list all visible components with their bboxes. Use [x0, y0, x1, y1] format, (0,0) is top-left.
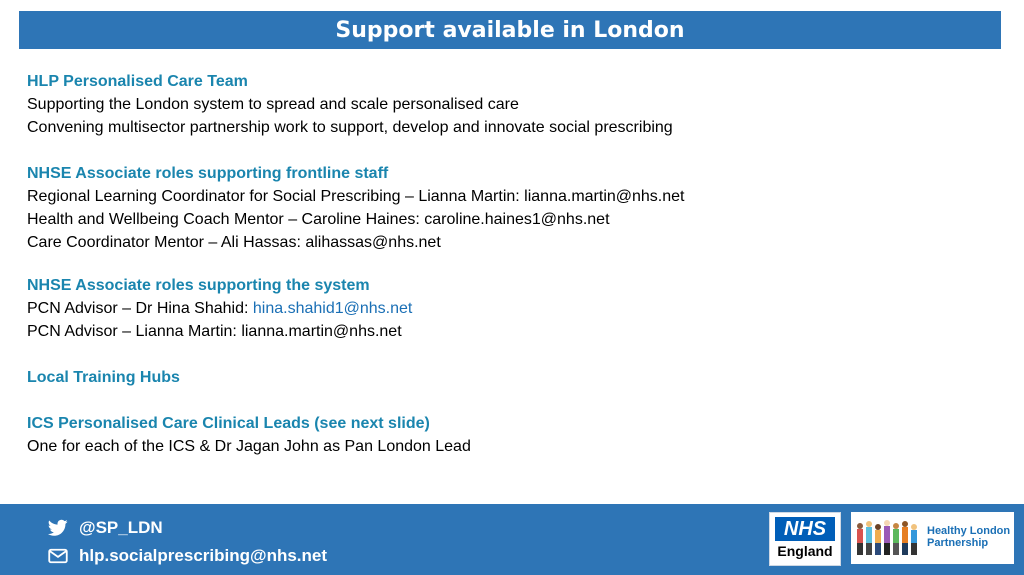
section-heading: NHSE Associate roles supporting frontline staff [27, 165, 389, 182]
content [27, 70, 987, 458]
email-link[interactable]: hina.shahid1@nhs.net [252, 300, 413, 317]
text-line: Care Coordinator Mentor – Ali Hassas: alihassas@nhs.net [27, 234, 441, 251]
nhs-england-logo [769, 512, 841, 566]
nhs-logo-subtitle: England [777, 543, 833, 559]
email-contact[interactable] [48, 546, 327, 566]
text-line: PCN Advisor – Lianna Martin: lianna.martin@nhs.net [27, 323, 402, 340]
text-line [27, 297, 987, 320]
section-clinical-leads [27, 412, 987, 458]
section-heading: NHSE Associate roles supporting the system [27, 277, 370, 294]
nhs-logo-mark: NHS [775, 517, 835, 541]
text-line: One for each of the ICS & Dr Jagan John as Pan London Lead [27, 438, 471, 455]
section-training-hubs [27, 366, 987, 389]
email-address: hlp.socialprescribing@nhs.net [79, 546, 328, 565]
twitter-handle: @SP_LDN [79, 518, 163, 537]
page-title: Support available in London [335, 17, 685, 43]
text-prefix: PCN Advisor – Dr Hina Shahid: [27, 300, 253, 317]
twitter-contact[interactable] [48, 518, 163, 538]
section-system-support [27, 274, 987, 343]
text-line: Convening multisector partnership work to support, develop and innovate social prescribing [27, 119, 673, 136]
section-heading: ICS Personalised Care Clinical Leads (see next slide) [27, 415, 430, 432]
people-illustration-icon [851, 512, 923, 564]
healthy-london-partnership-logo [851, 512, 1014, 564]
twitter-icon [48, 519, 68, 537]
section-heading: Local Training Hubs [27, 369, 180, 386]
title-bar [19, 11, 1001, 49]
text-line: Supporting the London system to spread and scale personalised care [27, 96, 519, 113]
section-hlp-team [27, 70, 987, 139]
text-line: Health and Wellbeing Coach Mentor – Caroline Haines: caroline.haines1@nhs.net [27, 211, 610, 228]
section-heading: HLP Personalised Care Team [27, 73, 248, 90]
hlp-logo-text: Healthy London Partnership [927, 525, 1011, 549]
text-line: Regional Learning Coordinator for Social Prescribing – Lianna Martin: lianna.martin@nhs.net [27, 188, 685, 205]
envelope-icon [48, 547, 68, 565]
section-frontline-staff [27, 162, 987, 254]
